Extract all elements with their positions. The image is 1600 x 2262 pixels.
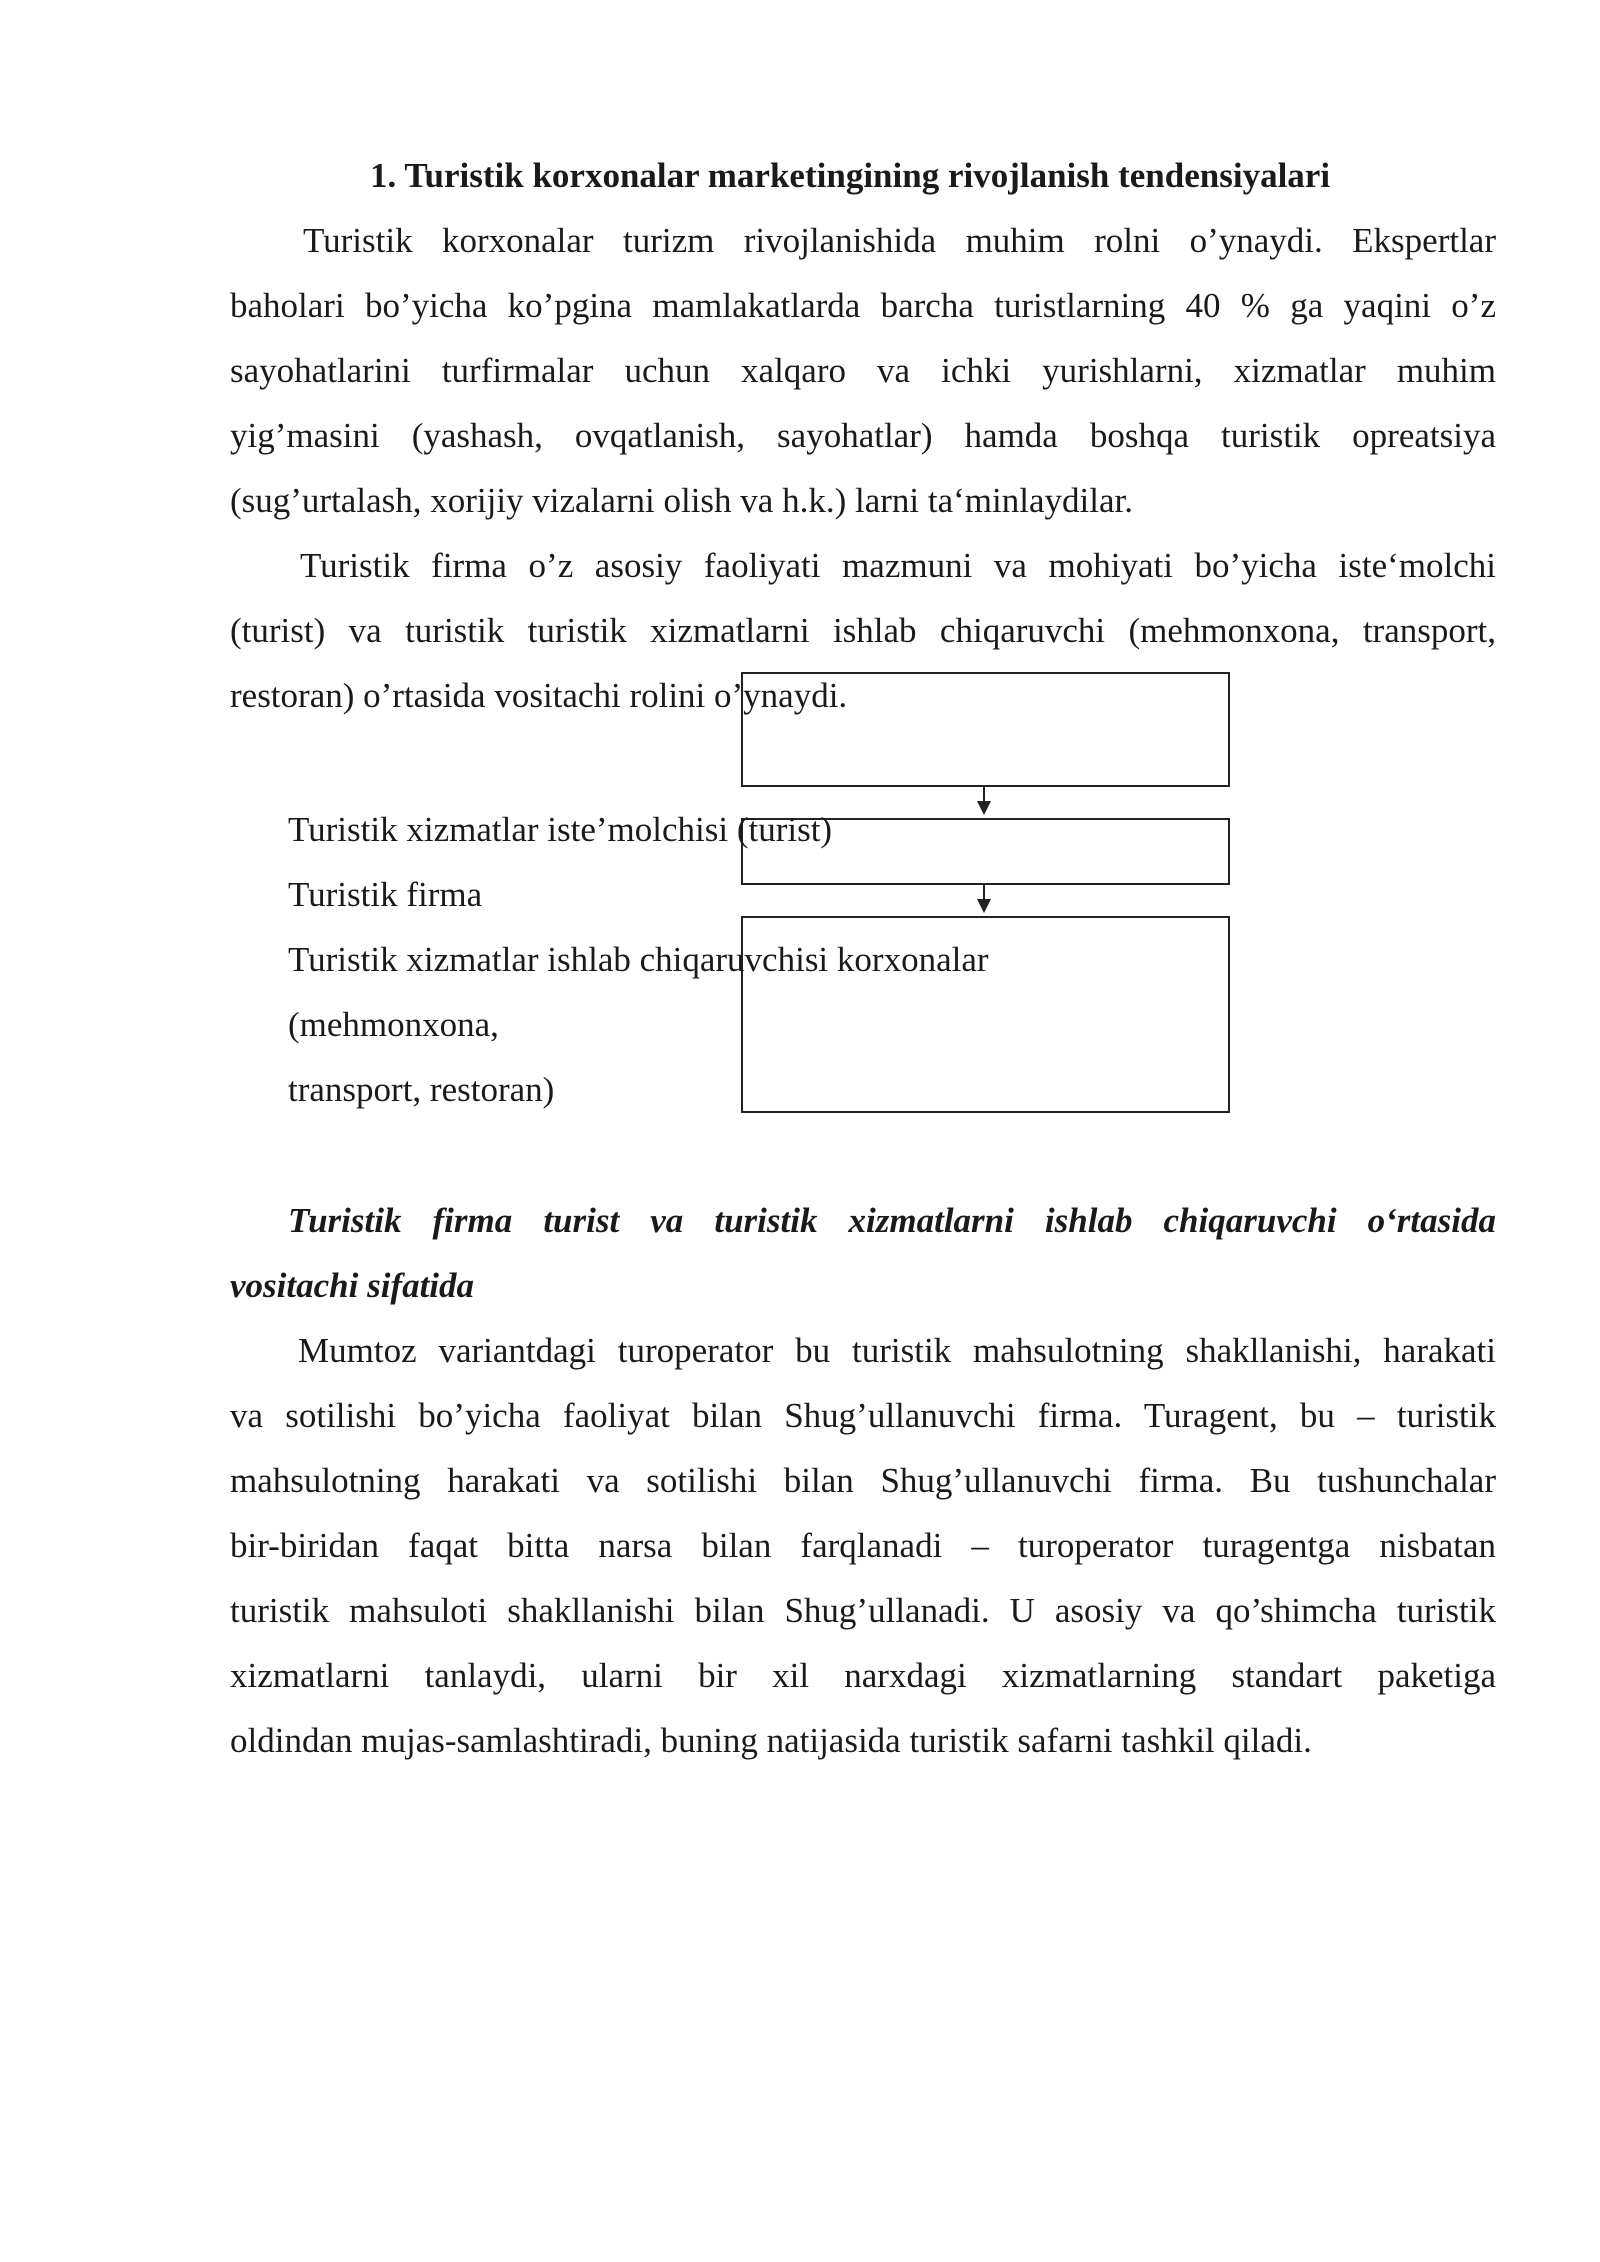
paragraph-2-line-1: Turistik firma o’z asosiy faoliyati mazmuni va mohiyati bo’yicha iste‘molchi: [300, 546, 1496, 585]
diagram-label-producers: Turistik xizmatlar ishlab chiqaruvchisi korxonalar: [288, 940, 989, 979]
paragraph-1-line-1: Turistik korxonalar turizm rivojlanishida muhim rolni o’ynaydi. Ekspertlar: [303, 221, 1496, 260]
paragraph-1-line-4: yig’masini (yashash, ovqatlanish, sayohatlar) hamda boshqa turistik opreatsiya: [230, 416, 1496, 455]
section-heading: 1. Turistik korxonalar marketingining rivojlanish tendensiyalari: [370, 156, 1331, 195]
paragraph-3-line-6: xizmatlarni tanlaydi, ularni bir xil narxdagi xizmatlarning standart paketiga: [230, 1656, 1496, 1695]
paragraph-1-line-5: (sug’urtalash, xorijiy vizalarni olish va h.k.) larni ta‘minlaydilar.: [230, 481, 1133, 520]
paragraph-3-line-7: oldindan mujas-samlashtiradi, buning natijasida turistik safarni tashkil qiladi.: [230, 1721, 1312, 1760]
paragraph-3-line-1: Mumtoz variantdagi turoperator bu turistik mahsulotning shakllanishi, harakati: [298, 1331, 1496, 1370]
paragraph-3-line-2: va sotilishi bo’yicha faoliyat bilan Shug’ullanuvchi firma. Turagent, bu – turistik: [230, 1396, 1496, 1435]
diagram-label-producers-3: transport, restoran): [288, 1070, 555, 1109]
diagram-label-consumer: Turistik xizmatlar iste’molchisi (turist): [288, 810, 833, 849]
arrowhead-icon: [977, 899, 991, 913]
paragraph-3-line-4: bir-biridan faqat bitta narsa bilan farqlanadi – turoperator turagentga nisbatan: [230, 1526, 1496, 1565]
paragraph-1-line-3: sayohatlarini turfirmalar uchun xalqaro va ichki yurishlarni, xizmatlar muhim: [230, 351, 1496, 390]
paragraph-1-line-2: baholari bo’yicha ko’pgina mamlakatlarda barcha turistlarning 40 % ga yaqini o’z: [230, 286, 1496, 325]
diagram-box-consumer: [741, 672, 1230, 787]
paragraph-3-line-3: mahsulotning harakati va sotilishi bilan Shug’ullanuvchi firma. Bu tushunchalar: [230, 1461, 1496, 1500]
diagram-label-producers-2: (mehmonxona,: [288, 1005, 499, 1044]
diagram-caption-line-2: vositachi sifatida: [230, 1266, 475, 1305]
paragraph-3-line-5: turistik mahsuloti shakllanishi bilan Shug’ullanadi. U asosiy va qo’shimcha turistik: [230, 1591, 1496, 1630]
arrowhead-icon: [977, 801, 991, 815]
diagram-caption-line-1: Turistik firma turist va turistik xizmatlarni ishlab chiqaruvchi o‘rtasida: [288, 1201, 1496, 1240]
paragraph-2-line-2: (turist) va turistik turistik xizmatlarni ishlab chiqaruvchi (mehmonxona, transport,: [230, 611, 1496, 650]
paragraph-2-line-3: restoran) o’rtasida vositachi rolini o’ynaydi.: [230, 676, 848, 715]
diagram-label-firm: Turistik firma: [288, 875, 483, 914]
